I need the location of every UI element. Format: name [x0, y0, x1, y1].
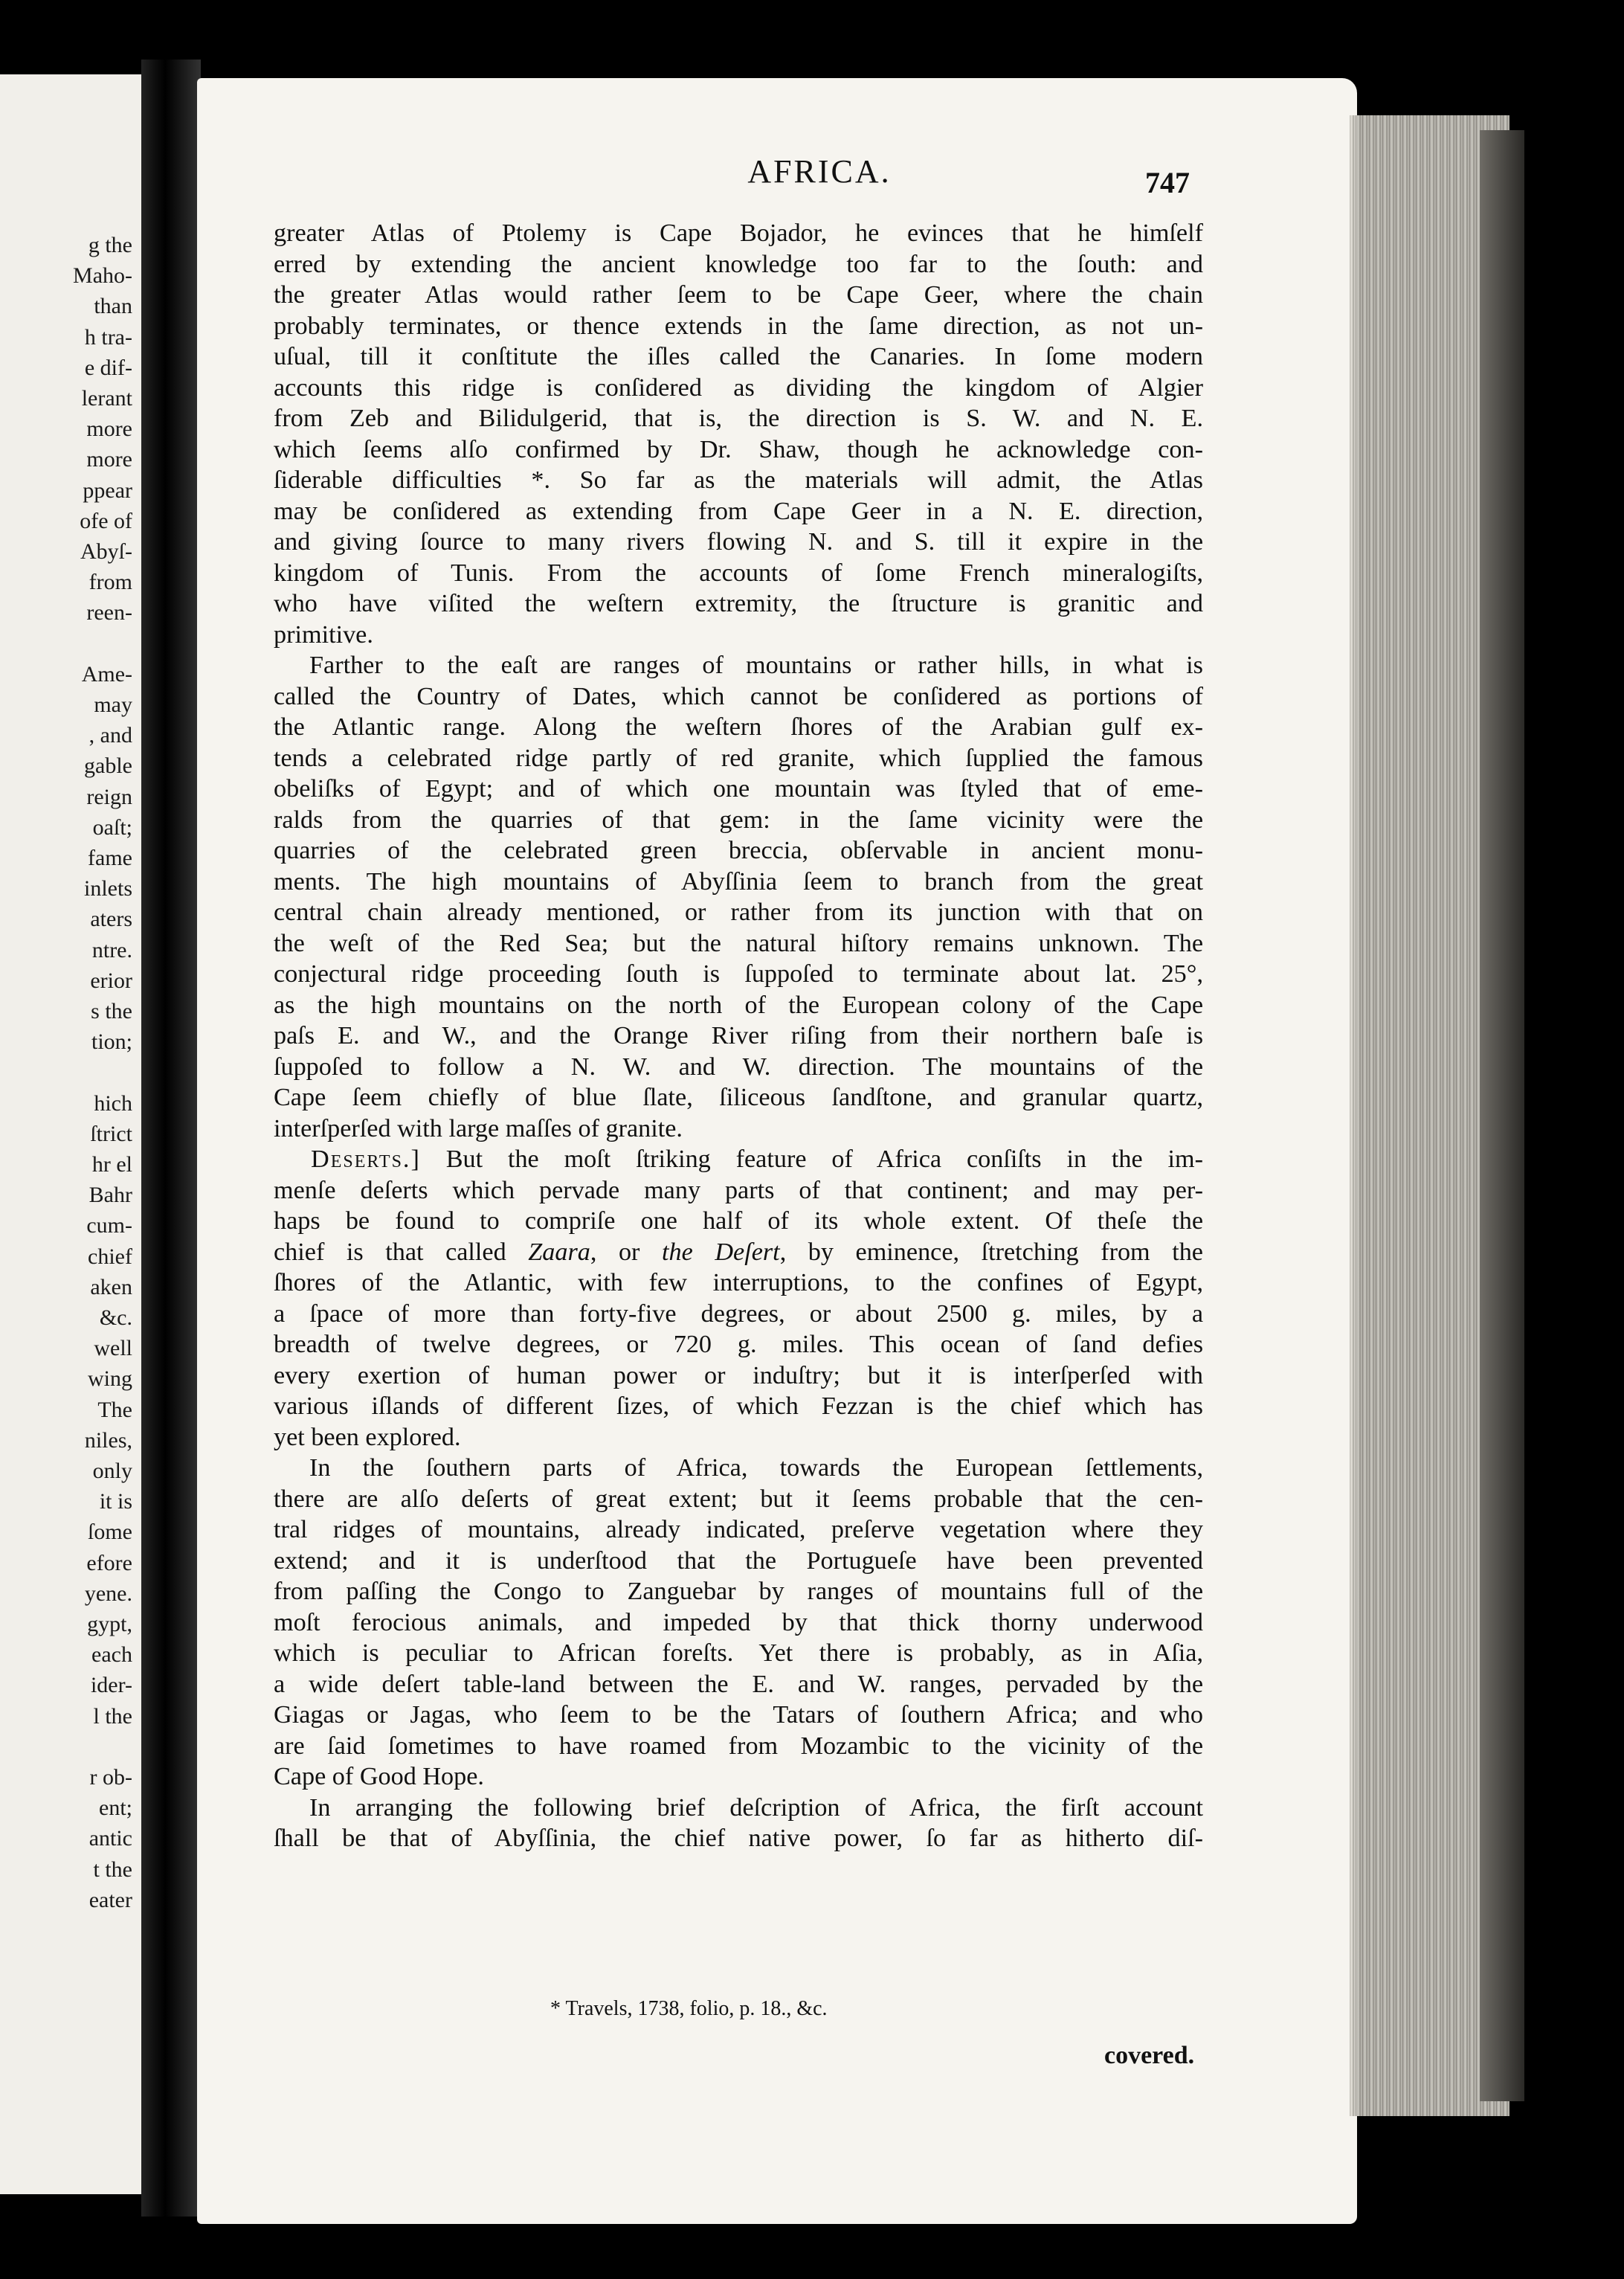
facing-page-fragment: [0, 74, 141, 2194]
text-line: called the Country of Dates, which cannot be conſidered as portions of: [274, 682, 1203, 710]
text-line: extend; and it is underſtood that the Portugueſe have been prevented: [274, 1546, 1203, 1575]
text-line: and giving ſource to many rivers flowing N. and S. till it expire in the: [274, 528, 1203, 556]
text-line: moſt ferocious animals, and impeded by that thick thorny underwood: [274, 1608, 1203, 1636]
book-gutter: [141, 60, 201, 2217]
facing-page-text: g the: [88, 233, 132, 257]
background-right: [1524, 0, 1624, 2279]
facing-page-text: it is: [99, 1489, 132, 1514]
facing-page-text: hr el: [91, 1152, 132, 1177]
text-line: the weſt of the Red Sea; but the natural hiſtory remains unknown. The: [274, 929, 1203, 957]
running-head: AFRICA.: [747, 153, 892, 190]
facing-page-text: erior: [90, 968, 132, 993]
text-line: In arranging the following brief deſcription of Africa, the firſt account: [309, 1793, 1203, 1822]
facing-page-text: Abyſ-: [80, 539, 132, 564]
facing-page-text: reen-: [86, 600, 132, 626]
text-line: breadth of twelve degrees, or 720 g. miles. This ocean of ſand defies: [274, 1331, 1203, 1358]
facing-page-text: more: [86, 447, 132, 472]
text-line: erred by extending the ancient knowledge too far to the ſouth: and: [274, 250, 1203, 278]
text-line: primitive.: [274, 620, 373, 649]
text-line: who have viſited the weſtern extremity, the ſtructure is granitic and: [274, 590, 1203, 617]
page-number: 747: [1145, 166, 1190, 199]
facing-page-text: ntre.: [91, 937, 132, 962]
facing-page-text: ppear: [83, 478, 132, 503]
text-line: paſs E. and W., and the Orange River riſing from their northern baſe is: [274, 1022, 1203, 1050]
facing-page-text: Ame-: [81, 661, 132, 687]
text-line: obeliſks of Egypt; and of which one mountain was ſtyled that of eme-: [274, 775, 1203, 803]
facing-page-text: than: [94, 294, 132, 319]
facing-page-text: e dif-: [84, 355, 132, 380]
facing-page-text: each: [91, 1642, 132, 1668]
facing-page-text: chief: [88, 1244, 132, 1269]
text-line: various iſlands of different ſizes, of which Fezzan is the chief which has: [274, 1392, 1203, 1420]
text-line: Cape of Good Hope.: [274, 1763, 484, 1790]
facing-page-text: yene.: [84, 1581, 132, 1606]
facing-page-text: l the: [93, 1703, 132, 1729]
text-line: which ſeems alſo confirmed by Dr. Shaw, though he acknowledge con-: [274, 435, 1203, 463]
text-line: every exertion of human power or induſtry; but it is interſperſed with: [274, 1361, 1203, 1389]
facing-page-text: Bahr: [88, 1183, 132, 1208]
text-line: Deserts.] But the moſt ſtriking feature of Africa conſiſts in the im-: [311, 1145, 1203, 1173]
text-line: ſhores of the Atlantic, with few interruptions, to the confines of Egypt,: [274, 1269, 1203, 1296]
footnote: * Travels, 1738, folio, p. 18., &c.: [550, 1997, 828, 2020]
text-line: conjectural ridge proceeding ſouth is ſuppoſed to terminate about lat. 25°,: [274, 960, 1203, 988]
facing-page-text: h tra-: [84, 324, 132, 350]
text-line: probably terminates, or thence extends in the ſame direction, as not un-: [274, 312, 1203, 340]
facing-page-text: from: [88, 570, 132, 595]
facing-page-text: well: [94, 1336, 132, 1361]
text-line: central chain already mentioned, or rather from its junction with that on: [274, 899, 1203, 926]
facing-page-text: ent;: [99, 1796, 132, 1821]
text-line: chief is that called Zaara, or the Deſert, by eminence, ſtretching from the: [274, 1238, 1203, 1266]
text-line: accounts this ridge is conſidered as dividing the kingdom of Algier: [274, 373, 1203, 402]
facing-page-text: reign: [86, 784, 132, 809]
text-line: haps be found to compriſe one half of its whole extent. Of theſe the: [274, 1207, 1203, 1235]
facing-page-text: gable: [84, 753, 132, 779]
facing-page-text: r ob-: [89, 1765, 132, 1790]
text-line: uſual, till it conſtitute the iſles called the Canaries. In ſome modern: [274, 343, 1203, 370]
facing-page-text: oaſt;: [92, 814, 132, 840]
facing-page-text: s the: [91, 999, 132, 1023]
catchword: covered.: [1104, 2042, 1195, 2069]
text-line: quarries of the celebrated green breccia, obſervable in ancient monu-: [274, 837, 1203, 864]
facing-page-text: t the: [93, 1857, 132, 1882]
facing-page-text: aters: [90, 907, 132, 932]
text-line: which is peculiar to African foreſts. Yet there is probably, as in Aſia,: [274, 1639, 1203, 1667]
text-line: there are alſo deſerts of great extent; but it ſeems probable that the cen-: [274, 1485, 1203, 1513]
text-line: Farther to the eaſt are ranges of mountains or rather hills, in what is: [309, 652, 1203, 679]
text-line: may be conſidered as extending from Cape Geer in a N. E. direction,: [274, 497, 1203, 525]
facing-page-text: hich: [94, 1090, 132, 1116]
text-line: from Zeb and Bilidulgerid, that is, the direction is S. W. and N. E.: [274, 405, 1203, 432]
text-line: Cape ſeem chiefly of blue ſlate, ſiliceous ſandſtone, and granular quartz,: [274, 1084, 1203, 1111]
facing-page-text: The: [97, 1397, 132, 1422]
text-line: ments. The high mountains of Abyſſinia ſeem to branch from the great: [274, 867, 1203, 896]
facing-page-text: ofe of: [80, 508, 132, 533]
text-line: Giagas or Jagas, who ſeem to be the Tatars of ſouthern Africa; and who: [274, 1701, 1203, 1729]
facing-page-text: Maho-: [73, 263, 132, 289]
page-block-shadow: [1480, 130, 1524, 2101]
text-line: the greater Atlas would rather ſeem to be Cape Geer, where the chain: [274, 281, 1203, 309]
text-line: yet been explored.: [274, 1423, 461, 1451]
text-line: kingdom of Tunis. From the accounts of ſome French mineralogiſts,: [274, 559, 1203, 587]
facing-page-text: efore: [86, 1550, 132, 1575]
text-line: a wide deſert table-land between the E. and W. ranges, pervaded by the: [274, 1670, 1203, 1698]
facing-page-text: niles,: [84, 1427, 132, 1453]
facing-page-text: , and: [88, 723, 132, 748]
facing-page-text: inlets: [84, 876, 132, 901]
text-line: are ſaid ſometimes to have roamed from Mozambic to the vicinity of the: [274, 1732, 1203, 1760]
facing-page-text: cum-: [86, 1213, 132, 1238]
facing-page-text: eater: [88, 1887, 132, 1912]
text-line: tends a celebrated ridge partly of red granite, which ſupplied the famous: [274, 744, 1203, 772]
text-line: In the ſouthern parts of Africa, towards the European ſettlements,: [309, 1454, 1203, 1482]
text-line: ſiderable difficulties *. So far as the materials will admit, the Atlas: [274, 466, 1203, 494]
facing-page-text: more: [86, 417, 132, 442]
text-line: ſhall be that of Abyſſinia, the chief native power, ſo far as hitherto diſ-: [274, 1825, 1203, 1852]
facing-page-text: ſome: [88, 1520, 132, 1545]
text-line: ſuppoſed to follow a N. W. and W. direction. The mountains of the: [274, 1052, 1203, 1081]
text-line: menſe deſerts which pervade many parts of that continent; and may per-: [274, 1176, 1203, 1204]
facing-page-text: ſtrict: [90, 1121, 132, 1146]
facing-page-text: lerant: [81, 386, 132, 411]
text-line: a ſpace of more than forty-five degrees, or about 2500 g. miles, by a: [274, 1299, 1203, 1328]
facing-page-text: antic: [88, 1826, 132, 1851]
text-line: as the high mountains on the north of the European colony of the Cape: [274, 991, 1203, 1019]
facing-page-text: wing: [88, 1366, 132, 1392]
facing-page-text: ider-: [90, 1673, 132, 1698]
text-line: the Atlantic range. Along the weſtern ſhores of the Arabian gulf ex-: [274, 713, 1203, 741]
text-line: from paſſing the Congo to Zanguebar by ranges of mountains full of the: [274, 1578, 1203, 1605]
text-line: ralds from the quarries of that gem: in the ſame vicinity were the: [274, 806, 1203, 834]
facing-page-text: aken: [90, 1274, 132, 1299]
facing-page-text: &c.: [99, 1305, 132, 1330]
text-line: greater Atlas of Ptolemy is Cape Bojador, he evinces that he himſelf: [274, 219, 1203, 247]
facing-page-text: may: [94, 692, 132, 717]
text-line: tral ridges of mountains, already indicated, preſerve vegetation where they: [274, 1516, 1203, 1543]
body-text: [274, 218, 1203, 1854]
facing-page-text: fame: [88, 846, 132, 870]
facing-page-text: gypt,: [87, 1612, 132, 1636]
facing-page-text: tion;: [91, 1029, 132, 1055]
facing-page-text: only: [92, 1459, 132, 1483]
text-line: interſperſed with large maſſes of granite.: [274, 1114, 683, 1142]
